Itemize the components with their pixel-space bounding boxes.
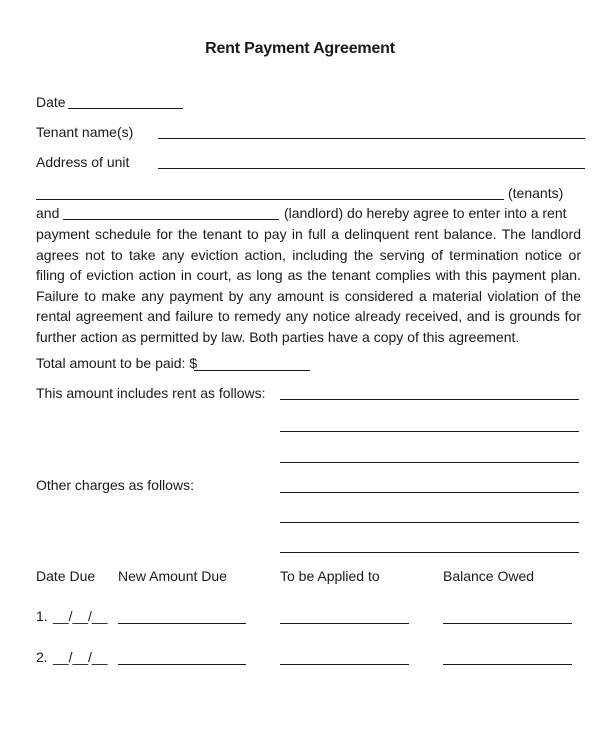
row-1-date[interactable]: __/__/__: [53, 608, 108, 624]
tenant-name-field[interactable]: [158, 138, 585, 139]
row-1-balance-field[interactable]: [443, 623, 572, 624]
row-2-date[interactable]: __/__/__: [53, 649, 108, 665]
date-label: Date: [36, 94, 66, 110]
address-field[interactable]: [158, 168, 585, 169]
header-new-amount-due: New Amount Due: [118, 568, 227, 584]
row-1-amount-field[interactable]: [118, 623, 246, 624]
and-label: and: [36, 205, 60, 221]
row-2-applied-field[interactable]: [280, 664, 409, 665]
row-2-amount-field[interactable]: [118, 664, 246, 665]
other-line-1[interactable]: [280, 492, 579, 493]
tenant-name-label: Tenant name(s): [36, 124, 134, 140]
row-2-number: 2.: [36, 649, 48, 665]
document-title: Rent Payment Agreement: [205, 40, 395, 57]
header-balance-owed: Balance Owed: [443, 568, 535, 584]
header-to-be-applied-to: To be Applied to: [280, 568, 380, 584]
date-field[interactable]: [68, 108, 183, 109]
rent-line-2[interactable]: [280, 431, 579, 432]
other-line-2[interactable]: [280, 522, 579, 523]
agreement-paragraph: payment schedule for the tenant to pay in full a delinquent rent balance. The landlord agrees not to take any eviction action, including the serving of termination notice or filing of eviction action in court, as long as the tenant complies with this payment plan. Failure to make any payment by any amount is considered a material violation of the rental agreement and failure to remedy any notice already received, and is grounds for further action as permitted by law. Both parties have a copy of this agreement.: [36, 226, 581, 345]
header-date-due: Date Due: [36, 568, 96, 584]
other-charges-label: Other charges as follows:: [36, 477, 194, 493]
rent-line-1[interactable]: [280, 399, 579, 400]
other-line-3[interactable]: [280, 552, 579, 553]
row-1-applied-field[interactable]: [280, 623, 409, 624]
landlord-text: (landlord) do hereby agree to enter into a rent: [284, 205, 567, 221]
rent-line-3[interactable]: [280, 462, 579, 463]
total-amount-field[interactable]: [194, 370, 310, 371]
address-label: Address of unit: [36, 154, 130, 170]
row-2-balance-field[interactable]: [443, 664, 572, 665]
landlord-field[interactable]: [63, 219, 279, 220]
total-amount-label: Total amount to be paid: $: [36, 355, 198, 371]
tenants-label: (tenants): [508, 185, 564, 201]
tenants-field[interactable]: [36, 199, 504, 200]
rent-follows-label: This amount includes rent as follows:: [36, 385, 266, 401]
row-1-number: 1.: [36, 608, 48, 624]
